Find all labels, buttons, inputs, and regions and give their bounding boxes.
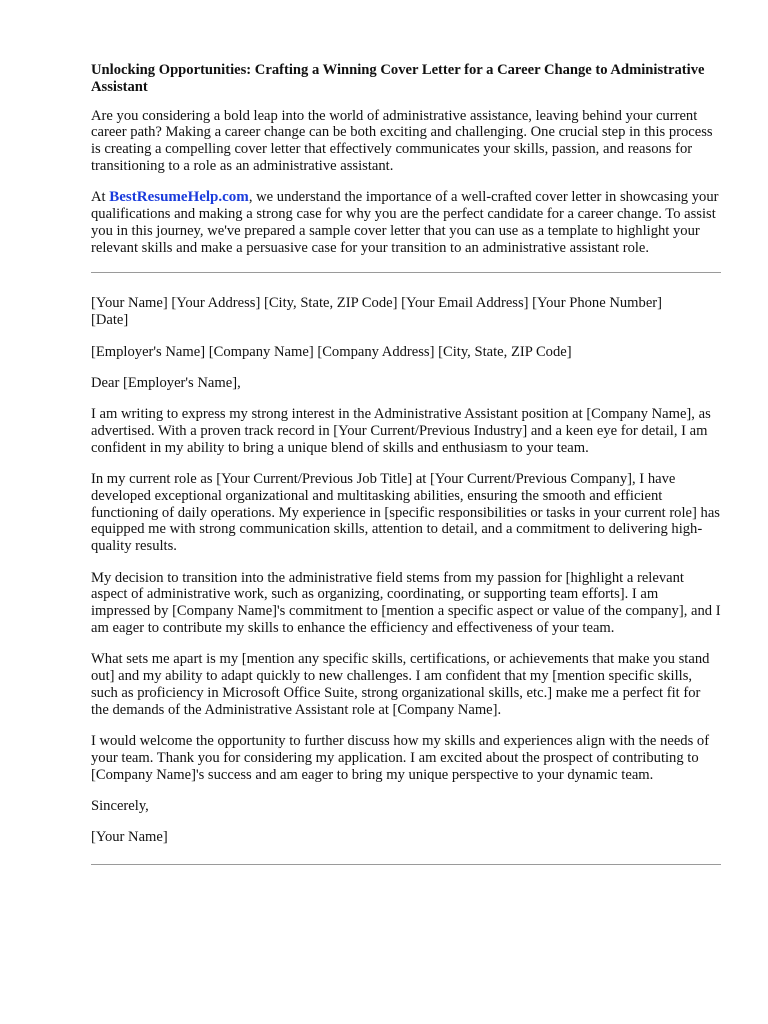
recipient-line: [Employer's Name] [Company Name] [Company Address] [City, State, ZIP Code] [91, 343, 572, 360]
service-prefix: At [91, 189, 110, 206]
bestresumehelp-link[interactable]: BestResumeHelp.com [109, 189, 249, 206]
sender-block [91, 295, 721, 329]
salutation: Dear [Employer's Name], [91, 374, 241, 391]
closing: Sincerely, [91, 797, 149, 814]
letter-date: [Date] [91, 312, 129, 329]
letter-body-2: In my current role as [Your Current/Previous Job Title] at [Your Current/Previous Company], I have developed exceptional organizational and multitasking abilities, ensuring the smooth and efficient functioning of daily operations. My experience in [specific responsibilities or tasks in your current role] has equipped me with strong communication skills, attention to detail, and a commitment to delivering high-quality results. [91, 471, 720, 555]
document-page [91, 62, 721, 865]
sender-line: [Your Name] [Your Address] [City, State, ZIP Code] [Your Email Address] [Your Phone Number] [91, 295, 663, 312]
letter-body-3: My decision to transition into the administrative field stems from my passion for [highlight a relevant aspect of administrative work, such as organizing, coordinating, or supporting team efforts]. I am impressed by [Company Name]'s commitment to [mention a specific aspect or value of the company], and I am eager to contribute my skills to enhance the efficiency and effectiveness of your team. [91, 569, 721, 636]
letter-body-5: I would welcome the opportunity to further discuss how my skills and experiences align with the needs of your team. Thank you for considering my application. I am excited about the prospect of contributing to [Company Name]'s success and am eager to bring my unique perspective to your dynamic team. [91, 732, 710, 783]
page-title: Unlocking Opportunities: Crafting a Winning Cover Letter for a Career Change to Administrative Assistant [91, 62, 705, 95]
signature: [Your Name] [91, 829, 168, 846]
service-paragraph [91, 189, 721, 256]
divider-top [91, 272, 721, 273]
cover-letter [91, 295, 721, 845]
service-text: , we understand the importance of a well-crafted cover letter in showcasing your qualifications and making a strong case for why you are the perfect candidate for a career change. To assist you in this journey, we've prepared a sample cover letter that you can use as a template to highlight your relevant skills and make a persuasive case for your transition to an administrative assistant role. [91, 189, 719, 256]
letter-body-1: I am writing to express my strong interest in the Administrative Assistant position at [Company Name], as advertised. With a proven track record in [Your Current/Previous Industry] and a keen eye for detail, I am confident in my ability to bring a unique blend of skills and enthusiasm to your team. [91, 406, 711, 456]
intro-paragraph: Are you considering a bold leap into the world of administrative assistance, leaving behind your current career path? Making a career change can be both exciting and challenging. One crucial step in this process is creating a compelling cover letter that effectively communicates your skills, passion, and reasons for transitioning to a role as an administrative assistant. [91, 107, 713, 174]
divider-bottom [91, 864, 721, 865]
letter-body-4: What sets me apart is my [mention any specific skills, certifications, or achievements that make you stand out] and my ability to adapt quickly to new challenges. I am confident that my [mention specific skills, such as proficiency in Microsoft Office Suite, strong organizational skills, etc.] make me a perfect fit for the demands of the Administrative Assistant role at [Company Name]. [91, 651, 710, 718]
